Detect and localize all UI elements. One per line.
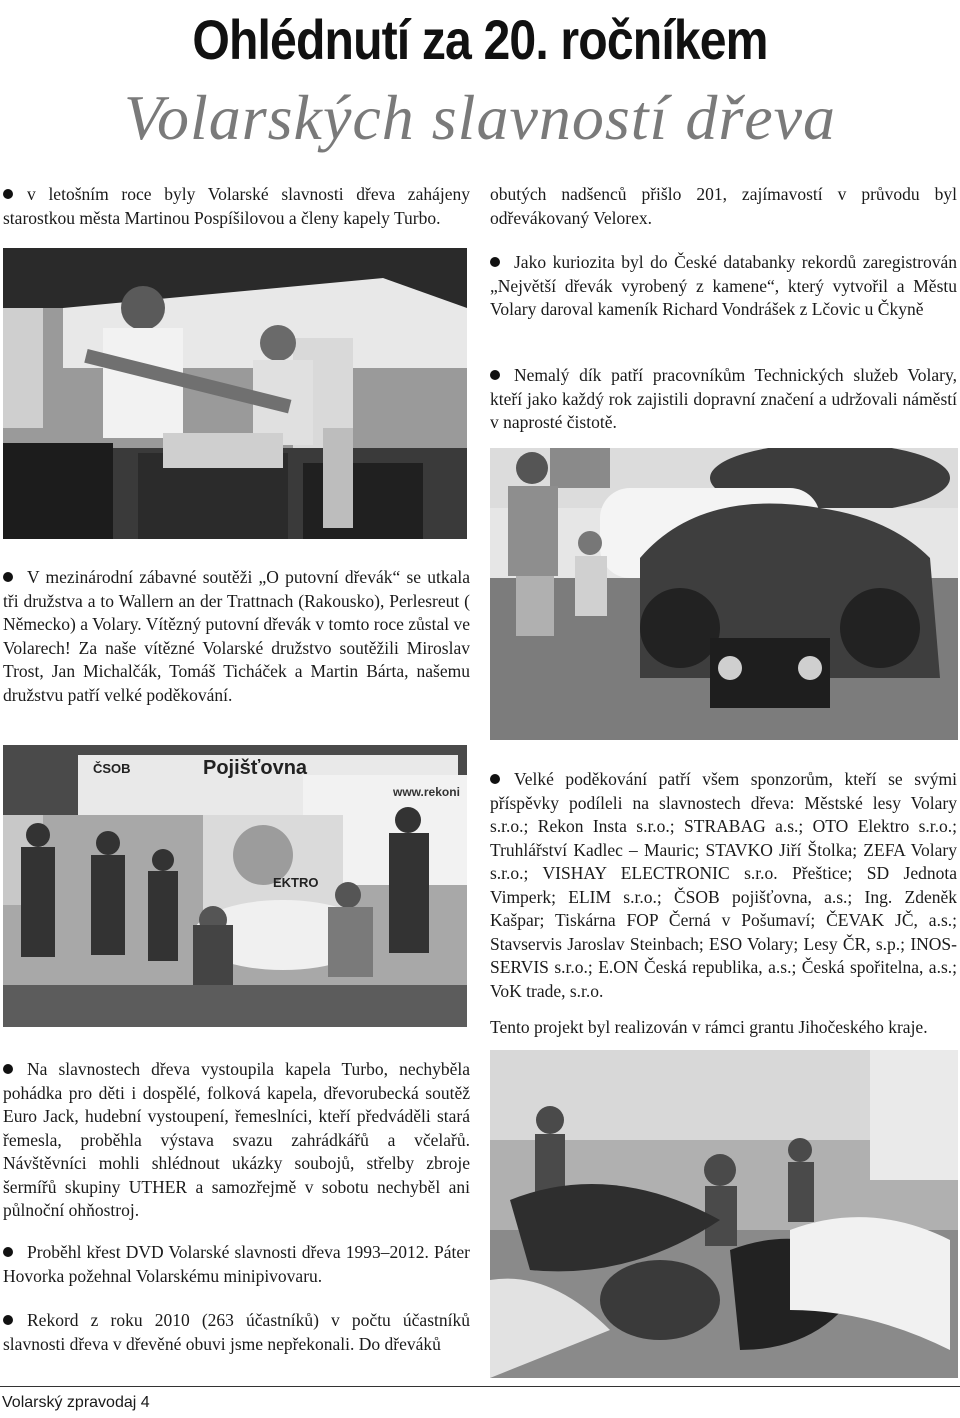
paragraph-text: Proběhl křest DVD Volarské slavnosti dřeva 1993–2012. Páter Hovorka požehnal Volarskému minipivovaru. bbox=[3, 1242, 470, 1286]
bullet-icon bbox=[490, 774, 500, 784]
paragraph-text: Jako kuriozita byl do České databanky rekordů zaregistrován „Největší dřevák vyrobený z kamene“, který vytvořil a Městu Volary daroval kameník Richard Vondrášek z Lčovic u Čkyně bbox=[490, 252, 957, 319]
paragraph-text: obutých nadšenců přišlo 201, zajímavostí v průvodu byl odřevákovaný Velorex. bbox=[490, 184, 957, 228]
paragraph-velorex bbox=[490, 183, 957, 230]
paragraph-text: Tento projekt byl realizován v rámci grantu Jihočeského kraje. bbox=[490, 1017, 928, 1037]
paragraph-sponsors bbox=[490, 768, 957, 1003]
paragraph-technical-services bbox=[490, 364, 957, 435]
footer-publication: Volarský zpravodaj 4 bbox=[2, 1394, 150, 1411]
paragraph-text: v letošním roce byly Volarské slavnosti dřeva zahájeny starostkou města Martinou Pospíšilovou a členy kapely Turbo. bbox=[3, 184, 470, 228]
bullet-icon bbox=[3, 1315, 13, 1325]
bullet-icon bbox=[3, 189, 13, 199]
bullet-icon bbox=[3, 572, 13, 582]
sign-text: ČSOB bbox=[93, 761, 131, 776]
photo-velorex bbox=[490, 448, 958, 740]
page-title: Ohlédnutí za 20. ročníkem bbox=[192, 8, 768, 71]
paragraph-text: Nemalý dík patří pracovníkům Technických služeb Volary, kteří jako každý rok zajistili dopravní značení a udržovali náměstí v naprosté čistotě. bbox=[490, 365, 957, 432]
bullet-icon bbox=[3, 1247, 13, 1257]
paragraph-competition bbox=[3, 566, 470, 707]
paragraph-text: Rekord z roku 2010 (263 účastníků) v počtu účastníků slavnosti dřeva v dřevěné obuvi jsme nepřekonali. Do dřeváků bbox=[3, 1310, 470, 1354]
paragraph-program bbox=[3, 1058, 470, 1223]
paragraph-text: Velké poděkování patří všem sponzorům, kteří se svými příspěvky podíleli na slavnostech dřeva: Městské lesy Volary s.r.o.; Rekon Insta s.r.o.; STRABAG a.s.; OTO Elektro s.r.o.; Truhlářství Kadlec – Mauric; STAVKO Jiří Štolka; ZEFA Volary s.r.o.; VISHAY ELECTRONIC s.r.o. Přeštice; SD Jednota Vimperk; ELIM s.r.o.; ČSOB pojišťovna, a.s.; Ing. Zdeněk Kašpar; Tiskárna FOP Černá v Pošumaví; ČEVAK JČ, a.s.; Stavservis Jaroslav Steinbach; ESO Volary; Lesy ČR, s.p.; INOS-SERVIS s.r.o.; E.ON Česká republika, a.s.; Česká spořitelna, a.s.; VoK trade, s.r.o. bbox=[490, 769, 957, 1001]
paragraph-grant bbox=[490, 1016, 960, 1040]
paragraph-record-2010 bbox=[3, 1309, 470, 1356]
paragraph-text: Na slavnostech dřeva vystoupila kapela Turbo, nechyběla pohádka pro děti i dospělé, folková kapela, dřevorubecká soutěž Euro Jack, hudební vystoupení, řemeslníci, kteří předváděli stará řemesla, proběhla výstava svazu zahrádkářů a včelařů. Návštěvníci mohli shlédnout ukázky soubojů, střelby zbroje šermířů skupiny UTHER a samozřejmě v sobotu nechyběl ani půlnoční ohňostroj. bbox=[3, 1059, 470, 1220]
page-subtitle: Volarských slavností dřeva bbox=[123, 82, 837, 153]
bullet-icon bbox=[490, 257, 500, 267]
sign-text: Pojišťovna bbox=[203, 757, 308, 779]
sign-text: www.rekoni bbox=[393, 785, 460, 799]
bullet-icon bbox=[490, 370, 500, 380]
photo-stage-sawing bbox=[3, 248, 467, 539]
sign-text: EKTRO bbox=[273, 875, 319, 890]
bullet-icon bbox=[3, 1064, 13, 1074]
photo-winning-team bbox=[3, 745, 467, 1027]
paragraph-text: V mezinárodní zábavné soutěži „O putovní dřevák“ se utkala tři družstva a to Wallern an der Trattnach (Rakousko), Perlesreut ( Německo) a Volary. Vítězný putovní dřevák v tomto roce zůstal ve Volarech! Za naše vítězné Volarské družstvo soutěžili Miroslav Trost, Jan Michalčák, Tomáš Ticháček a Martin Bárta, našemu družstvu patří velké poděkování. bbox=[3, 567, 470, 705]
paragraph-dvd bbox=[3, 1241, 470, 1288]
paragraph-record-stone bbox=[490, 251, 957, 322]
photo-dancers bbox=[490, 1050, 958, 1378]
paragraph-opening bbox=[3, 183, 470, 230]
footer-divider bbox=[0, 1386, 960, 1387]
